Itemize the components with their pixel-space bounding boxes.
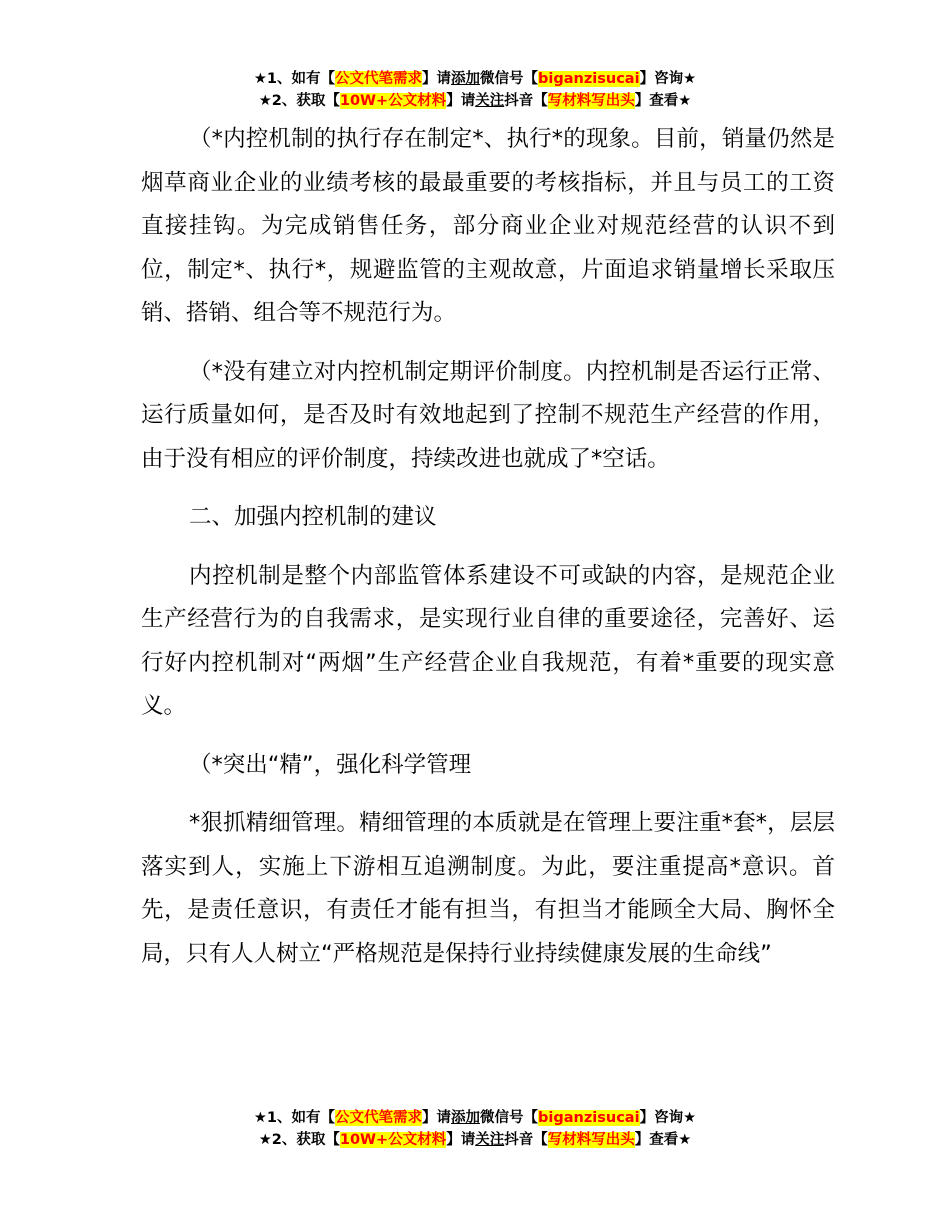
banner-text: ★1、如有【 [253,1110,336,1126]
highlight-materials: 10W+公文材料 [339,1132,447,1148]
banner-text: 】请 [422,71,452,87]
banner-line-2 [0,90,950,112]
banner-text: 】查看★ [634,1132,692,1148]
paragraph: （*没有建立对内控机制定期评价制度。内控机制是否运行正常、运行质量如何，是否及时有效地起到了控制不规范生产经营的作用，由于没有相应的评价制度，持续改进也就成了*空话。 [141,358,835,472]
banner-text: 】咨询★ [639,1110,697,1126]
banner-text: 】查看★ [634,93,692,109]
banner-text: 抖音【 [504,1132,548,1148]
highlight-douyin-account: 写材料写出头 [547,93,635,109]
emphasis-text: 关注 [475,1132,505,1148]
banner-line-1 [0,68,950,90]
banner-text: 】请 [446,93,476,109]
subsection-heading: （*突出“精”，强化科学管理 [189,751,472,778]
banner-text: ★2、获取【 [258,1132,340,1148]
highlight-wechat-id: biganzisucai [538,71,640,87]
banner-text: 】咨询★ [639,71,697,87]
banner-text: 】请 [422,1110,452,1126]
footer-banner [0,1107,950,1151]
emphasis-text: 关注 [475,93,505,109]
highlight-materials: 10W+公文材料 [339,93,447,109]
banner-text: 】请 [446,1132,476,1148]
banner-text: 微信号【 [480,1110,539,1126]
banner-line-1 [0,1107,950,1129]
paragraph: （*内控机制的执行存在制定*、执行*的现象。目前，销量仍然是烟草商业企业的业绩考核的最最重要的考核指标，并且与员工的工资直接挂钩。为完成销售任务，部分商业企业对规范经营的认识不到位，制定*、执行*，规避监管的主观故意，片面追求销量增长采取压销、搭销、组合等不规范行为。 [141,126,835,326]
banner-text: 抖音【 [504,93,548,109]
banner-text: ★2、获取【 [258,93,340,109]
banner-text: 微信号【 [480,71,539,87]
highlight-wechat-id: biganzisucai [538,1110,640,1126]
emphasis-text: 添加 [451,1110,481,1126]
banner-line-2 [0,1129,950,1151]
highlight-service: 公文代笔需求 [335,1110,423,1126]
banner-text: ★1、如有【 [253,71,336,87]
paragraph: *狠抓精细管理。精细管理的本质就是在管理上要注重*套*，层层落实到人，实施上下游相互追溯制度。为此，要注重提高*意识。首先，是责任意识，有责任才能有担当，有担当才能顾全大局、胸怀全局，只有人人树立“严格规范是保持行业持续健康发展的生命线” [141,810,835,967]
header-banner [0,68,950,112]
highlight-service: 公文代笔需求 [335,71,423,87]
document-body [141,118,835,991]
paragraph: 内控机制是整个内部监管体系建设不可或缺的内容，是规范企业生产经营行为的自我需求，是实现行业自律的重要途径，完善好、运行好内控机制对“两烟”生产经营企业自我规范，有着*重要的现实意义。 [141,562,835,719]
emphasis-text: 添加 [451,71,481,87]
highlight-douyin-account: 写材料写出头 [547,1132,635,1148]
section-heading: 二、加强内控机制的建议 [189,504,437,530]
